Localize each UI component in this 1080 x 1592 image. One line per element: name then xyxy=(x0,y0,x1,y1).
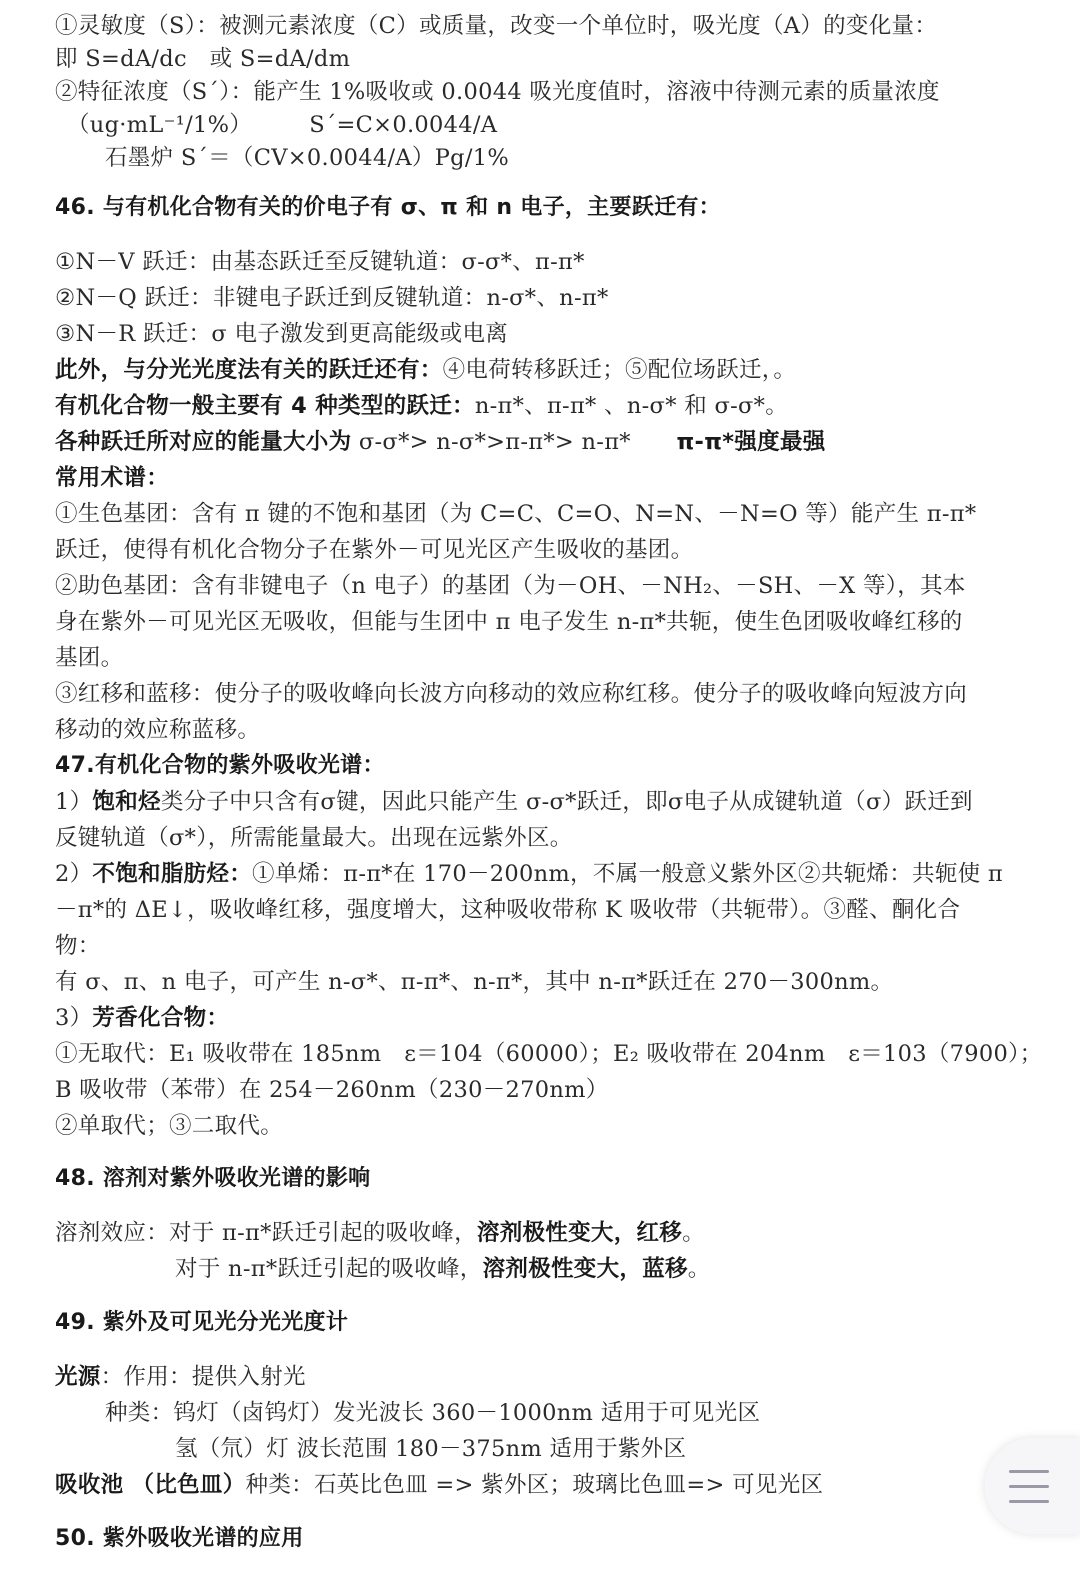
line-auxochrome-3: 基团。 xyxy=(55,645,124,671)
bold-text: 溶剂极性变大，蓝移 xyxy=(482,1256,688,1282)
heading-48: 48. 溶剂对紫外吸收光谱的影响 xyxy=(55,1166,371,1191)
text-span: 。 xyxy=(682,1220,705,1246)
bold-text: 各种跃迁所对应的能量大小为 xyxy=(55,429,352,455)
line-sensitivity: ①灵敏度（S）：被测元素浓度（C）或质量，改变一个单位时，吸光度（A）的变化量： xyxy=(55,13,938,39)
line-auxochrome-2: 身在紫外－可见光区无吸收，但能与生团中 π 电子发生 n-π*共轭，使生色团吸收峰红移的 xyxy=(55,609,963,635)
line-nv: ①N－V 跃迁：由基态跃迁至反键轨道：σ-σ*、π-π* xyxy=(55,249,585,275)
line-deuterium: 氢（氘）灯 波长范围 180－375nm 适用于紫外区 xyxy=(175,1436,687,1462)
line-energy-order xyxy=(55,427,826,457)
line-cuvette xyxy=(55,1470,823,1500)
heading-50: 50. 紫外吸收光谱的应用 xyxy=(55,1526,304,1551)
line-auxochrome: ②助色基团：含有非键电子（n 电子）的基团（为－OH、－NH₂、－SH、－X 等），其本 xyxy=(55,573,966,599)
bold-text: π-π*强度最强 xyxy=(676,429,826,455)
text-span: 1） xyxy=(55,789,93,815)
line-b-band: B 吸收带（苯带）在 254－260nm（230－270nm） xyxy=(55,1077,609,1103)
text-span: ：作用：提供入射光 xyxy=(100,1364,306,1390)
menu-bar xyxy=(1009,1500,1049,1503)
line-graphite: 石墨炉 S´＝（CV×0.0044/A）Pg/1% xyxy=(105,145,510,171)
line-four-types xyxy=(55,391,788,421)
bold-text: 芳香化合物： xyxy=(92,1005,230,1031)
line-solvent-2 xyxy=(175,1254,711,1284)
line-unsaturated-3: 物： xyxy=(55,933,101,959)
line-solvent-1 xyxy=(55,1218,705,1248)
line-unsaturated-2: －π*的 ΔE↓，吸收峰红移，强度增大，这种吸收带称 K 吸收带（共轭带）。③醛、酮化合 xyxy=(55,897,961,923)
bold-text: 饱和烃 xyxy=(92,789,161,815)
line-terms xyxy=(55,463,169,493)
line-char-conc-formula: （ug·mL⁻¹/1%） S´=C×0.0044/A xyxy=(67,112,498,138)
text-span: σ-σ*> n-σ*>π-π*> n-π* xyxy=(351,429,677,455)
heading-47: 47.有机化合物的紫外吸收光谱： xyxy=(55,753,385,778)
line-nq: ②N－Q 跃迁：非键电子跃迁到反键轨道：n-σ*、n-π* xyxy=(55,285,609,311)
line-nr: ③N－R 跃迁：σ 电子激发到更高能级或电离 xyxy=(55,321,509,347)
text-span: 。 xyxy=(687,1256,711,1282)
text-span: 3） xyxy=(55,1005,93,1031)
text-span: 2） xyxy=(55,861,93,887)
line-unsaturated xyxy=(55,859,1003,889)
text-span: 种类：石英比色皿 => 紫外区；玻璃比色皿=> 可见光区 xyxy=(245,1472,824,1498)
line-saturated-2: 反键轨道（σ*），所需能量最大。出现在远紫外区。 xyxy=(55,825,573,851)
text-span: ①单烯：π-π*在 170－200nm，不属一般意义紫外区②共轭烯：共轭使 π xyxy=(252,861,1003,887)
heading-49: 49. 紫外及可见光分光光度计 xyxy=(55,1310,349,1335)
line-aldehyde: 有 σ、π、n 电子，可产生 n-σ*、π-π*、n-π*，其中 n-π*跃迁在 270－300nm。 xyxy=(55,969,894,995)
line-shift-2: 移动的效应称蓝移。 xyxy=(55,717,261,743)
menu-bar xyxy=(1009,1485,1049,1488)
line-aromatic xyxy=(55,1003,229,1033)
line-other-transitions xyxy=(55,355,796,385)
bold-text: 有机化合物一般主要有 4 种类型的跃迁： xyxy=(55,393,475,419)
text-span: 对于 n-π*跃迁引起的吸收峰， xyxy=(175,1256,483,1282)
heading-46: 46. 与有机化合物有关的价电子有 σ、π 和 n 电子，主要跃迁有： xyxy=(55,195,721,220)
line-substituted: ②单取代；③二取代。 xyxy=(55,1113,284,1139)
text-span: n-π*、π-π* 、n-σ* 和 σ-σ*。 xyxy=(474,393,789,419)
hamburger-menu-icon[interactable] xyxy=(985,1438,1080,1534)
line-chromophore: ①生色基团：含有 π 键的不饱和基团（为 C=C、C=O、N=N、－N=O 等）能产生 π-π* xyxy=(55,501,977,527)
text-span: ④电荷转移跃迁；⑤配位场跃迁，。 xyxy=(442,357,797,383)
bold-text: 常用术谱： xyxy=(55,465,170,491)
line-saturated xyxy=(55,787,973,817)
bold-text: 光源 xyxy=(55,1364,101,1390)
line-light-source xyxy=(55,1362,306,1392)
bold-text: 不饱和脂肪烃： xyxy=(92,861,253,887)
bold-text: 溶剂极性变大，红移 xyxy=(476,1220,683,1246)
text-span: 类分子中只含有σ键，因此只能产生 σ-σ*跃迁，即σ电子从成键轨道（σ）跃迁到 xyxy=(160,789,973,815)
line-chromophore-2: 跃迁，使得有机化合物分子在紫外－可见光区产生吸收的基团。 xyxy=(55,537,694,563)
bold-text: 吸收池 （比色皿） xyxy=(55,1472,246,1498)
line-tungsten: 种类：钨灯（卤钨灯）发光波长 360－1000nm 适用于可见光区 xyxy=(105,1400,761,1426)
line-char-conc: ②特征浓度（S´）：能产生 1%吸收或 0.0044 吸光度值时，溶液中待测元素的质量浓度 xyxy=(55,79,940,105)
text-span: 溶剂效应：对于 π-π*跃迁引起的吸收峰， xyxy=(55,1220,477,1246)
bold-text: 此外，与分光光度法有关的跃迁还有： xyxy=(55,357,443,383)
menu-bar xyxy=(1009,1470,1049,1473)
line-unsubstituted: ①无取代：E₁ 吸收带在 185nm ε＝104（60000）；E₂ 吸收带在 204nm ε＝103（7900）； xyxy=(55,1041,1043,1067)
line-sensitivity-formula: 即 S=dA/dc 或 S=dA/dm xyxy=(55,46,351,72)
line-shift: ③红移和蓝移：使分子的吸收峰向长波方向移动的效应称红移。使分子的吸收峰向短波方向 xyxy=(55,681,968,707)
